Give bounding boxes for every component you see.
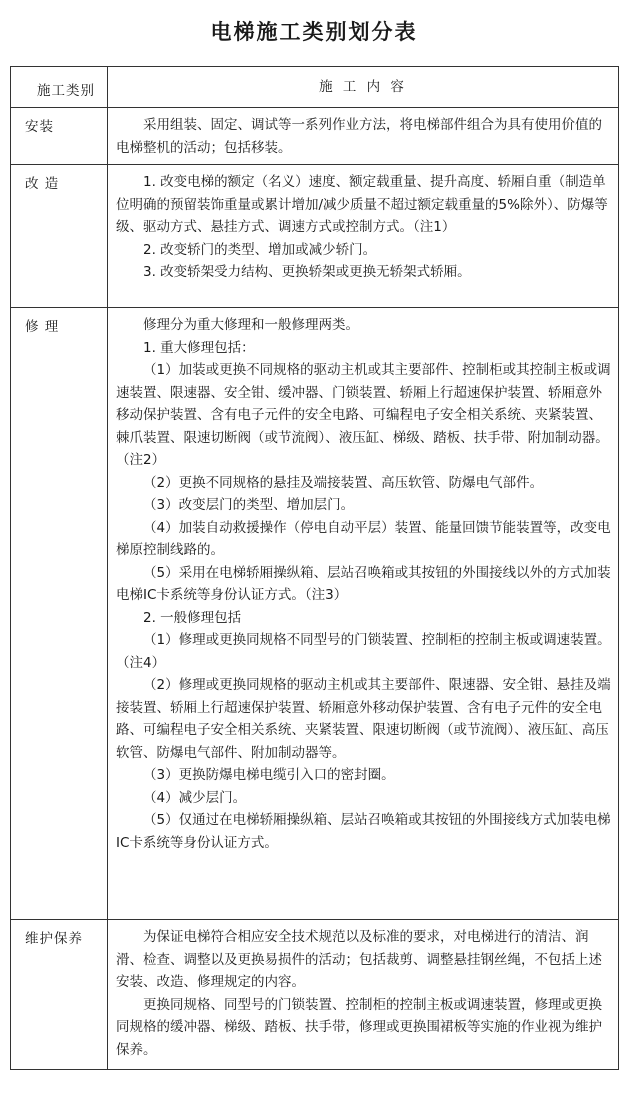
paragraph: 2. 改变轿门的类型、增加或减少轿门。 [143,241,377,258]
content-renovation [108,165,619,308]
paragraph: （4）加装自动救援操作（停电自动平层）装置、能量回馈节能装置等，改变电梯原控制线路的。 [116,519,611,558]
paragraph: （2）修理或更换同规格的驱动主机或其主要部件、限速器、安全钳、悬挂及端接装置、轿厢上行超速保护装置、轿厢意外移动保护装置、含有电子元件的安全电路、可编程电子安全相关系统、夹紧装置、限速切断阀（或节流阀）、液压缸、高压软管、防爆电气部件、附加制动器等。 [116,677,611,761]
paragraph: 3. 改变轿架受力结构、更换轿架或更换无轿架式轿厢。 [143,264,471,280]
header-category: 施工类别 [11,67,108,108]
paragraph: （2）更换不同规格的悬挂及端接装置、高压软管、防爆电气部件。 [143,474,544,491]
category-install: 安装 [11,108,108,165]
paragraph: （4）减少层门。 [143,789,247,806]
table-row-maintenance [11,920,619,1070]
header-content: 施 工 内 容 [108,67,619,108]
content-repair [108,308,619,920]
paragraph: 更换同规格、同型号的门锁装置、控制柜的控制主板或调速装置，修理或更换同规格的缓冲器、梯级、踏板、扶手带，修理或更换围裙板等实施的作业视为维护保养。 [116,996,602,1058]
paragraph: （3）改变层门的类型、增加层门。 [143,497,355,513]
category-maintenance: 维护保养 [11,920,108,1070]
paragraph: （1）加装或更换不同规格的驱动主机或其主要部件、控制柜或其控制主板或调速装置、限速器、安全钳、缓冲器、门锁装置、轿厢上行超速保护装置、轿厢意外移动保护装置、含有电子元件的安全电路、可编程电子安全相关系统、夹紧装置、棘爪装置、限速切断阀（或节流阀）、液压缸、梯级、踏板、扶手带、附加制动器。（注2） [116,362,611,468]
paragraph: （5）仅通过在电梯轿厢操纵箱、层站召唤箱或其按钮的外围接线方式加装电梯IC卡系统等身份认证方式。 [116,812,611,851]
category-renovation: 改 造 [11,165,108,308]
table-row-renovation [11,165,619,308]
content-install [108,108,619,165]
paragraph: 修理分为重大修理和一般修理两类。 [143,317,359,333]
paragraph: （3）更换防爆电梯电缆引入口的密封圈。 [143,767,395,783]
table-row-install [11,108,619,165]
paragraph: （1）修理或更换同规格不同型号的门锁装置、控制柜的控制主板或调速装置。（注4） [116,632,611,671]
page-title: 电梯施工类别划分表 [210,20,418,44]
paragraph: 1. 重大修理包括： [143,339,255,356]
paragraph: （5）采用在电梯轿厢操纵箱、层站召唤箱或其按钮的外围接线以外的方式加装电梯IC卡系统等身份认证方式。（注3） [116,564,611,603]
construction-category-table [10,66,619,1070]
paragraph: 为保证电梯符合相应安全技术规范以及标准的要求，对电梯进行的清洁、润滑、检查、调整以及更换易损件的活动；包括裁剪、调整悬挂钢丝绳，不包括上述安装、改造、修理规定的内容。 [116,929,602,990]
paragraph: 1. 改变电梯的额定（名义）速度、额定载重量、提升高度、轿厢自重（制造单位明确的预留装饰重量或累计增加/减少质量不超过额定载重量的5%除外）、防爆等级、驱动方式、悬挂方式、调速方式或控制方式。（注1） [116,174,608,235]
content-maintenance [108,920,619,1070]
paragraph: 采用组装、固定、调试等一系列作业方法，将电梯部件组合为具有使用价值的电梯整机的活动；包括移装。 [116,117,602,156]
table-header-row [11,67,619,108]
category-repair: 修 理 [11,308,108,920]
paragraph: 2. 一般修理包括 [143,609,242,626]
table-row-repair [11,308,619,920]
